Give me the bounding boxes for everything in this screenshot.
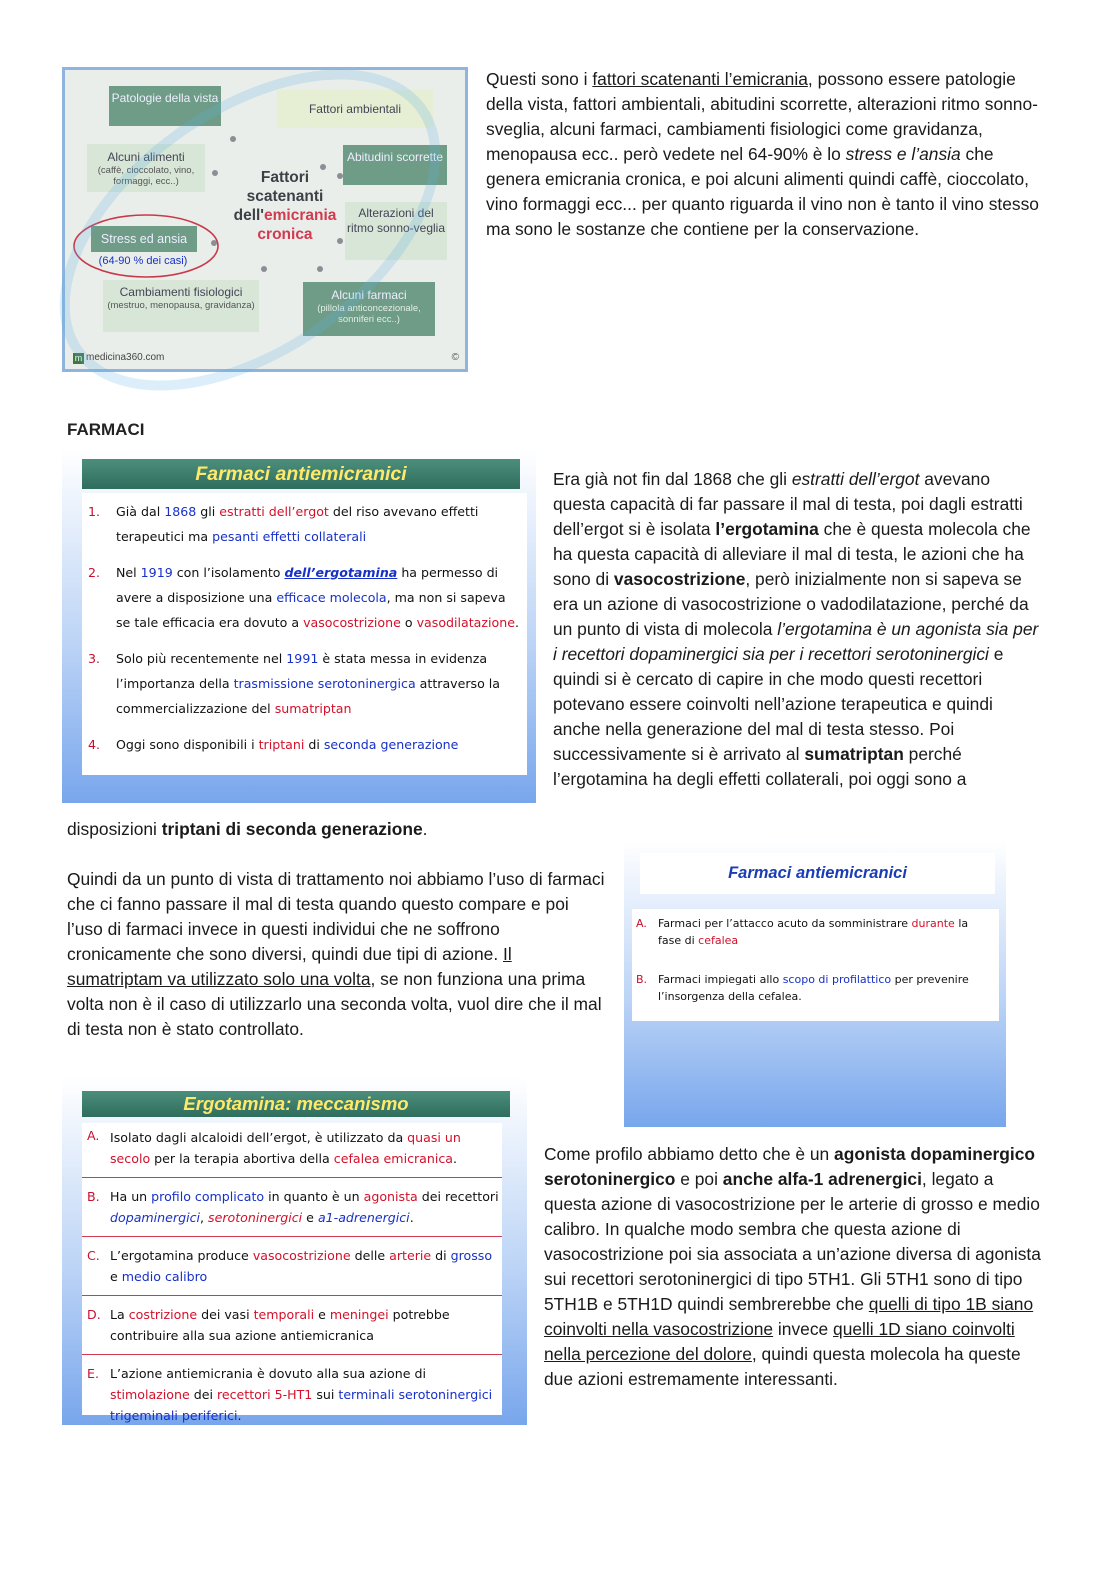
item-number: B. (87, 1189, 100, 1204)
connector-dot (337, 238, 343, 244)
text: disposizioni (67, 819, 162, 839)
text: e poi (675, 1169, 723, 1189)
slide-content-box (82, 1123, 502, 1423)
node-ritmo: Alterazioni del ritmo sonno-veglia (345, 202, 447, 260)
italic-text: estratti dell’ergot (791, 469, 920, 489)
node-cambiamenti-sub: (mestruo, menopausa, gravidanza) (107, 300, 255, 311)
text: attraverso la commercializzazione del (116, 676, 501, 716)
node-cambiamenti-title: Cambiamenti fisiologici (119, 285, 243, 299)
text: Come profilo abbiamo detto che è un (544, 1144, 835, 1164)
node-cambiamenti (103, 280, 259, 332)
text: a1-adrenergici (317, 1210, 410, 1225)
bold-text: sumatriptan (804, 744, 904, 764)
text: delle (350, 1248, 390, 1263)
bold-text: agonista dopaminergico serotoninergico (544, 1144, 1036, 1189)
text: vasocostrizione (303, 615, 401, 630)
diagram-centre-title (215, 168, 355, 244)
item-number: D. (87, 1307, 101, 1322)
text: medio calibro (121, 1269, 208, 1284)
text: arterie (389, 1248, 432, 1263)
centre-line-2: scatenanti (246, 188, 324, 205)
logo-text: medicina360.com (86, 352, 165, 363)
text: di (431, 1248, 451, 1263)
text: durante (911, 917, 955, 930)
text: dei vasi (197, 1307, 254, 1322)
text: per prevenire l’insorgenza della cefalea. (658, 973, 969, 1003)
text: dei recettori (417, 1189, 499, 1204)
text: , però inizialmente non si sapeva se era un azione di vasocostrizione o vadodilatazione, perché da un punto di vista di molecola (553, 569, 1029, 639)
slide-list-item (88, 646, 521, 721)
text: e (110, 1269, 122, 1284)
text: del riso avevano effetti terapeutici ma (116, 504, 479, 544)
node-stress-sub: (64-90 % dei casi) (98, 255, 188, 267)
slide-farmaci-antiemicranici (62, 449, 536, 803)
node-alimenti-title: Alcuni alimenti (107, 150, 185, 164)
slide-list-item (82, 1355, 502, 1425)
text: perché l’ergotamina ha degli effetti collaterali, poi oggi sono a (553, 744, 967, 789)
text: , possono essere patologie della vista, fattori ambientali, abitudini scorrette, alterazioni ritmo sonno-sveglia, alcuni farmaci, cambiamenti fisiologici come gravidanza, menopausa ecc.. però vedete nel 64-90% è lo (486, 69, 1038, 164)
centre-line-1: Fattori (260, 169, 310, 186)
slide-list-item (88, 732, 521, 757)
text: Già dal (116, 504, 165, 519)
text: vasocostrizione (252, 1248, 351, 1263)
text: cefalea emicranica (333, 1151, 454, 1166)
text: pesanti effetti collaterali (212, 529, 367, 544)
text: L’ergotamina produce (110, 1248, 253, 1263)
text: Nel (116, 565, 141, 580)
text: . (409, 1210, 414, 1225)
text: sui (312, 1387, 339, 1402)
slide-list-item (82, 1296, 502, 1355)
node-alimenti-sub: (caffè, cioccolato, vino, formaggi, ecc..) (97, 165, 195, 187)
item-number: A. (636, 917, 647, 930)
item-number: C. (87, 1248, 100, 1263)
text: . (514, 615, 519, 630)
text: . (453, 1151, 458, 1166)
text: recettori 5-HT1 (216, 1387, 313, 1402)
slide-list-item (636, 971, 993, 1005)
text: con l’isolamento (172, 565, 285, 580)
text: e (302, 1210, 318, 1225)
text: dopaminergici (110, 1210, 201, 1225)
text: 1919 (140, 565, 173, 580)
text: scopo di profilattico (782, 973, 892, 986)
text: e quindi si è cercato di capire in che modo questi recettori potevano essere coinvolti nell’azione terapeutica e quindi anche nella generazione del mal di testa stesso. Poi successivamente si è arrivato al (553, 644, 1004, 764)
text: quasi un secolo (110, 1130, 461, 1166)
connector-dot (261, 266, 267, 272)
slide-list-item (88, 499, 521, 549)
node-patologie: Patologie della vista (109, 86, 221, 126)
slide-title: Ergotamina: meccanismo (82, 1091, 510, 1117)
text: di (304, 737, 324, 752)
connector-dot (230, 136, 236, 142)
centre-line-3 (215, 206, 355, 225)
text: , legato a questa azione di vasocostrizione per le arterie di grosso e medio calibro. In qualche modo sembra che questa azione di vasocostrizione poi sia associata a un’azione diversa di agonista sui recettori serotoninergici di tipo 5TH1. Gli 5TH1 sono di tipo 5TH1B e 5TH1D quindi sembrerebbe che (544, 1169, 1041, 1314)
bold-text: triptani di seconda generazione (161, 819, 423, 839)
logo-mark-icon: m (74, 353, 83, 363)
text: potrebbe contribuire alla sua azione antiemicranica (110, 1307, 450, 1343)
paragraph-ergotamina (553, 467, 1045, 792)
connector-dot (317, 266, 323, 272)
italic-text: stress e l’ansia (845, 144, 961, 164)
underlined-text: Il sumatriptam va utilizzato solo una volta (67, 944, 512, 989)
slide-list-item (82, 1123, 502, 1178)
centre-line-3a: dell' (233, 207, 264, 224)
paragraph-trattamento (67, 867, 605, 1042)
item-number: 4. (88, 737, 101, 752)
copyright-icon: © (451, 352, 459, 363)
text: ha permesso di avere a disposizione una (116, 565, 499, 605)
node-stress: Stress ed ansia (91, 226, 197, 252)
underlined-text: fattori scatenanti l’emicrania (592, 69, 808, 89)
text: stimolazione (110, 1387, 190, 1402)
connector-dot (212, 170, 218, 176)
diagram-fattori-scatenanti (62, 67, 468, 372)
slide-title: Farmaci antiemicranici (82, 459, 520, 489)
text: . (422, 819, 428, 839)
text: efficace molecola (276, 590, 387, 605)
centre-line-4: cronica (257, 226, 313, 243)
text: L’azione antiemicrania è dovuto alla sua azione di (110, 1366, 426, 1381)
slide-title: Farmaci antiemicranici (640, 853, 995, 894)
section-heading-farmaci: FARMACI (67, 420, 145, 439)
text: Era già not fin dal 1868 che gli (553, 469, 792, 489)
text: , quindi questa molecola ha queste due azioni estremamente interessanti. (544, 1344, 1021, 1389)
connector-dot (337, 173, 343, 179)
paragraph-ergotamina-end (67, 817, 667, 842)
text: per la terapia abortiva della (150, 1151, 334, 1166)
text: estratti dell’ergot (219, 504, 329, 519)
text: dei (189, 1387, 217, 1402)
text: invece (773, 1319, 834, 1339)
text: Questi sono i (486, 69, 593, 89)
text: terminali serotoninergici trigeminali periferici (110, 1387, 493, 1423)
text: temporali (253, 1307, 315, 1322)
item-number: E. (87, 1366, 99, 1381)
source-logo (73, 352, 164, 364)
text: la fase di (658, 917, 969, 947)
connector-dot (211, 240, 217, 246)
item-number: 2. (88, 565, 101, 580)
slide-list-item (82, 1237, 502, 1296)
text: triptani (258, 737, 305, 752)
text: costrizione (128, 1307, 198, 1322)
italic-text: l’ergotamina è un agonista sia per i recettori dopaminergici sia per i recettori serotoninergici (553, 619, 1039, 664)
slide-content-box (82, 493, 527, 775)
node-abitudini: Abitudini scorrette (343, 145, 447, 185)
text: serotoninergici (208, 1210, 303, 1225)
text: dell’ergotamina (284, 565, 398, 580)
paragraph-profilo (544, 1142, 1044, 1392)
slide-list-item (88, 560, 521, 635)
text: grosso (450, 1248, 493, 1263)
slide-farmaci-antiemicranici-2 (624, 841, 1006, 1127)
item-number: B. (636, 973, 648, 986)
text: Quindi da un punto di vista di trattamento noi abbiamo l’uso di farmaci che ci fanno passare il mal di testa quando questo compare e poi l’uso di farmaci invece in questi individui che ne soffrono cronicamente che sono diversi, quindi due tipi di azione. (67, 869, 605, 964)
underlined-text: quelli di tipo 1B siano coinvolti nella vasocostrizione (544, 1294, 1034, 1339)
text: sumatriptan (274, 701, 352, 716)
text: Ha un (110, 1189, 152, 1204)
bold-text: l’ergotamina (715, 519, 819, 539)
item-number: A. (87, 1128, 100, 1143)
slide-list-item (82, 1178, 502, 1237)
text: Solo più recentemente nel (116, 651, 287, 666)
text: cefalea (698, 934, 739, 947)
bold-text: anche alfa-1 adrenergici (722, 1169, 922, 1189)
text: che è questa molecola che ha questa capacità di alleviare il mal di testa, le azioni che ha sono di (553, 519, 1031, 589)
underlined-text: quelli 1D siano coinvolti nella percezione del dolore (544, 1319, 1015, 1364)
text: e (314, 1307, 330, 1322)
text: seconda generazione (323, 737, 459, 752)
node-ambientali: Fattori ambientali (277, 90, 433, 128)
connector-dot (320, 164, 326, 170)
text: agonista (363, 1189, 418, 1204)
text: trasmissione serotoninergica (233, 676, 416, 691)
text: Oggi sono disponibili i (116, 737, 259, 752)
text: . (237, 1408, 242, 1423)
slide-list-item (636, 915, 993, 949)
node-farmaci-sub: (pillola anticoncezionale, sonniferi ecc..) (317, 303, 421, 325)
text: , ma non si sapeva se tale efficacia era dovuto a (116, 590, 506, 630)
node-farmaci-title: Alcuni farmaci (331, 288, 407, 302)
text: è stata messa in evidenza l’importanza della (116, 651, 488, 691)
slide-content-box (632, 909, 999, 1021)
node-farmaci (303, 282, 435, 336)
text: La (110, 1307, 129, 1322)
node-alimenti (87, 144, 205, 192)
item-number: 1. (88, 504, 101, 519)
text: Farmaci impiegati allo (658, 973, 783, 986)
text: meningei (329, 1307, 389, 1322)
text: Isolato dagli alcaloidi dell’ergot, è utilizzato da (110, 1130, 408, 1145)
text: o (400, 615, 417, 630)
text: gli (196, 504, 220, 519)
text: , (200, 1210, 209, 1225)
text: vasodilatazione (416, 615, 515, 630)
item-number: 3. (88, 651, 101, 666)
bold-text: vasocostrizione (613, 569, 746, 589)
paragraph-fattori (486, 67, 1046, 242)
text: 1991 (286, 651, 319, 666)
text: in quanto è un (264, 1189, 364, 1204)
slide-ergotamina-meccanismo (62, 1077, 527, 1425)
centre-line-3b: emicrania (264, 207, 337, 224)
text: che genera emicrania cronica, e poi alcuni alimenti quindi caffè, cioccolato, vino formaggi ecc... per quanto riguarda il vino non è tanto il vino stesso ma sono le sostanze che contiene per la conservazione. (486, 144, 1039, 239)
text: 1868 (164, 504, 197, 519)
stress-circle-icon (71, 212, 221, 280)
text: profilo complicato (151, 1189, 265, 1204)
text: avevano questa capacità di far passare il mal di testa, poi dagli estratti dell’ergot si è isolata (553, 469, 1023, 539)
text: , se non funziona una prima volta non è il caso di utilizzarlo una seconda volta, vuol dire che il mal di testa non è stato controllato. (67, 969, 602, 1039)
text: Farmaci per l’attacco acuto da somministrare (658, 917, 912, 930)
